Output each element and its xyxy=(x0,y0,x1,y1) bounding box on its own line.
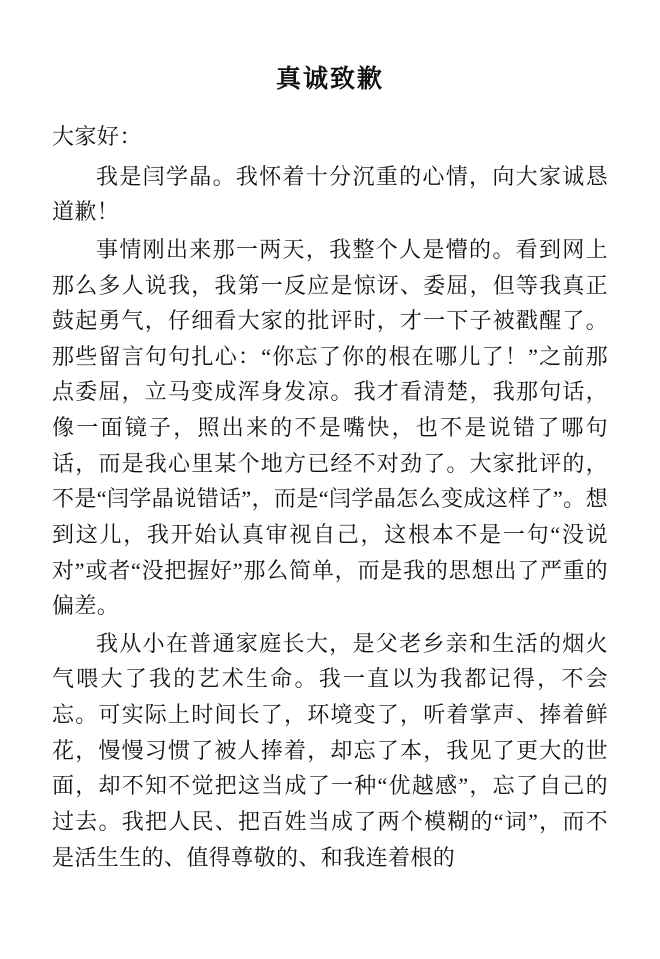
paragraph-1: 我是闫学晶。我怀着十分沉重的心情，向大家诚恳道歉！ xyxy=(52,163,608,225)
page-title: 真诚致歉 xyxy=(275,66,384,93)
paragraph-3: 我从小在普通家庭长大，是父老乡亲和生活的烟火气喂大了我的艺术生命。我一直以为我都记得，不会忘。可实际上时间长了，环境变了，听着掌声、捧着鲜花，慢慢习惯了被人捧着，却忘了本，我见了更大的世面，却不知不觉把这当成了一种“优越感”，忘了自己的过去。我把人民、把百姓当成了两个模糊的“词”，而不是活生生的、值得尊敬的、和我连着根的 xyxy=(52,630,608,870)
paragraph-2: 事情刚出来那一两天，我整个人是懵的。看到网上那么多人说我，我第一反应是惊讶、委屈，但等我真正鼓起勇气，仔细看大家的批评时，才一下子被戳醒了。那些留言句句扎心：“你忘了你的根在哪儿了！”之前那点委屈，立马变成浑身发凉。我才看清楚，我那句话，像一面镜子，照出来的不是嘴快，也不是说错了哪句话，而是我心里某个地方已经不对劲了。大家批评的，不是“闫学晶说错话”，而是“闫学晶怎么变成这样了”。想到这儿，我开始认真审视自己，这根本不是一句“没说对”或者“没把握好”那么简单，而是我的思想出了严重的偏差。 xyxy=(52,236,608,619)
salutation-text: 大家好： xyxy=(52,124,143,149)
